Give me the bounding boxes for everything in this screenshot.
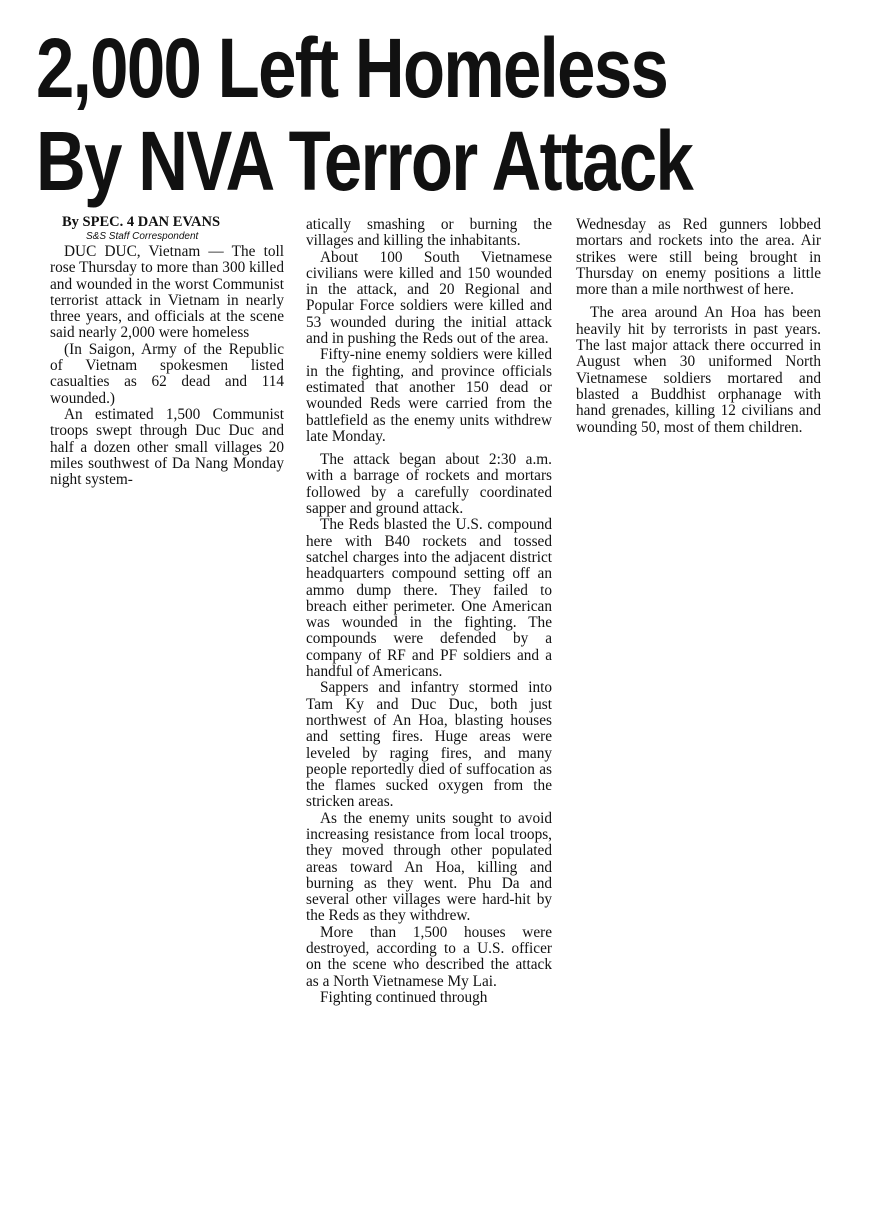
paragraph: Sappers and infantry stormed into Tam Ky and Duc Duc, both just northwest of An Hoa, blasting houses and setting fires. Huge areas were leveled by raging fires, and many people reportedly died of suffocation as the flames sucked oxygen from the stricken areas. [306, 679, 552, 811]
paragraph: The attack began about 2:30 a.m. with a barrage of rockets and mortars followed by a carefully coordinated sapper and ground attack. [306, 451, 552, 518]
headline-line-2: By NVA Terror Attack [36, 114, 693, 208]
paragraph: atically smashing or burning the villages and killing the inhabitants. [306, 216, 552, 250]
staff-credit: S&S Staff Correspondent [86, 231, 199, 242]
byline: By SPEC. 4 DAN EVANS [62, 214, 221, 230]
paragraph: The Reds blasted the U.S. compound here with B40 rockets and tossed satchel charges into the adjacent district headquarters compound setting off an ammo dump there. They failed to breach either perimeter. One American was wounded in the fighting. The compounds were defended by a company of RF and PF soldiers and a handful of Americans. [306, 516, 552, 681]
column-3 [576, 217, 821, 436]
headline-line-1: 2,000 Left Homeless [36, 21, 668, 115]
paragraph: More than 1,500 houses were destroyed, according to a U.S. officer on the scene who described the attack as a North Vietnamese My Lai. [306, 923, 552, 990]
headline [36, 22, 692, 208]
column-1 [50, 214, 284, 488]
paragraph: The area around An Hoa has been heavily hit by terrorists in past years. The last major attack there occurred in August when 30 uniformed North Vietnamese soldiers mortared and blasted a Buddhist orphanage with hand grenades, killing 12 civilians and wounding 50, most of them children. [576, 304, 821, 436]
paragraph: (In Saigon, Army of the Republic of Vietnam spokesmen listed casualties as 62 dead and 114 wounded.) [50, 340, 284, 407]
paragraph: About 100 South Vietnamese civilians were killed and 150 wounded in the attack, and 20 Regional and Popular Force soldiers were killed and 53 wounded during the initial attack and in pushing the Reds out of the area. [306, 248, 552, 348]
paragraph: Wednesday as Red gunners lobbed mortars and rockets into the area. Air strikes were still being brought in Thursday on enemy positions a little more than a mile northwest of here. [576, 216, 821, 299]
paragraph: As the enemy units sought to avoid increasing resistance from local troops, they moved through other populated areas toward An Hoa, killing and burning as they went. Phu Da and several other villages were hard-hit by the Reds as they withdrew. [306, 809, 552, 925]
paragraph: DUC DUC, Vietnam — The toll rose Thursday to more than 300 killed and wounded in the worst Communist terrorist attack in Vietnam in nearly three years, and officials at the scene said nearly 2,000 were homeless [50, 243, 284, 342]
column-2 [306, 217, 552, 1006]
paragraph: Fighting continued through [320, 988, 488, 1006]
paragraph: Fifty-nine enemy soldiers were killed in the fighting, and province officials estimated that another 150 dead or wounded Reds were carried from the battlefield as the enemy units withdrew late Monday. [306, 346, 552, 445]
paragraph: An estimated 1,500 Communist troops swept through Duc Duc and half a dozen other small villages 20 miles southwest of Da Nang Monday night system- [50, 405, 284, 489]
